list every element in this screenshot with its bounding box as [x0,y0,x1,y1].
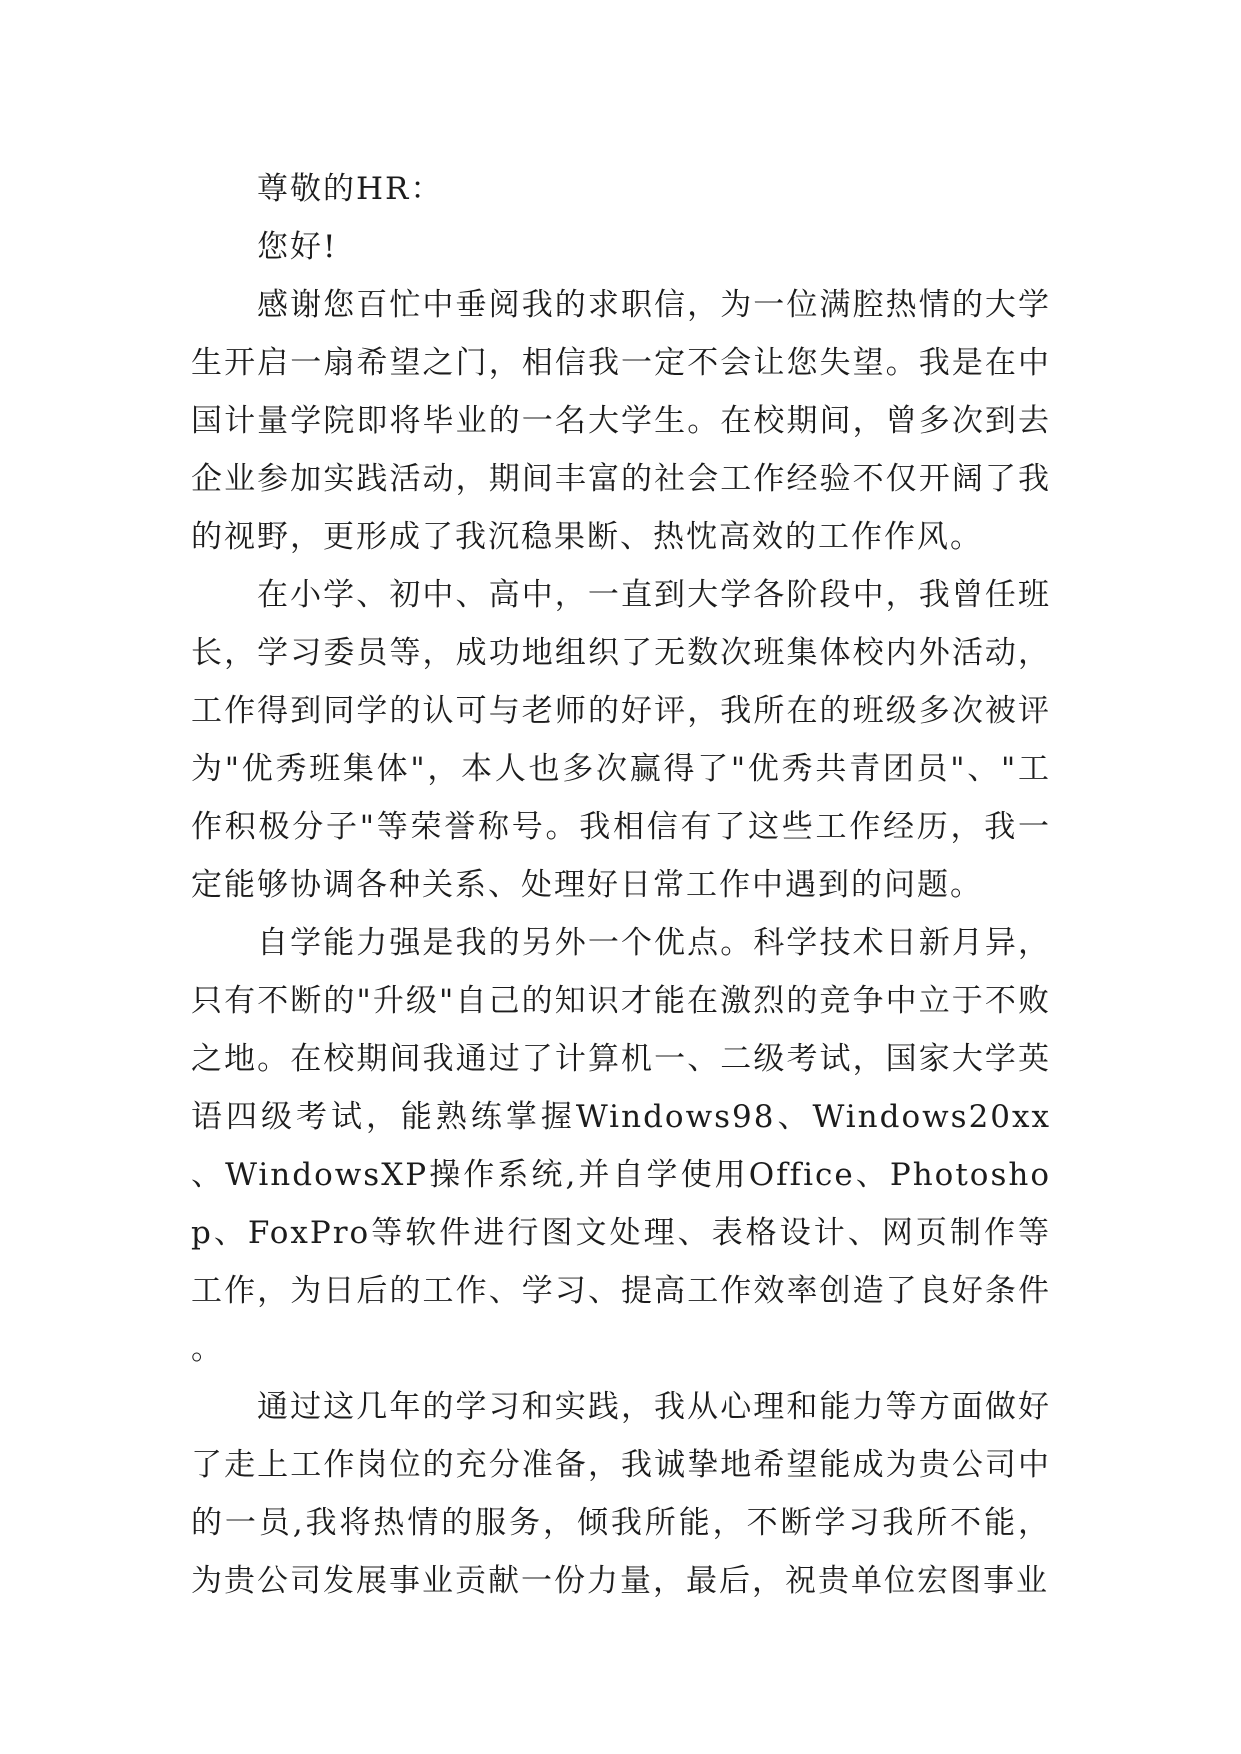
salutation: 尊敬的HR： [257,171,444,207]
greeting: 您好! [257,229,338,265]
paragraph-closing: 通过这几年的学习和实践，我从心理和能力等方面做好了走上工作岗位的充分准备，我诚挚地希望能成为贵公司中的一员,我将热情的服务，倾我所能，不断学习我所不能，为贵公司发展事业贡献一份力量，最后，祝贵单位宏图事业 [191,1389,1051,1599]
paragraph-experience: 在小学、初中、高中，一直到大学各阶段中，我曾任班长，学习委员等，成功地组织了无数次班集体校内外活动，工作得到同学的认可与老师的好评，我所在的班级多次被评为"优秀班集体"，本人也多次赢得了"优秀共青团员"、"工作积极分子"等荣誉称号。我相信有了这些工作经历，我一定能够协调各种关系、处理好日常工作中遇到的问题。 [191,577,1051,903]
paragraph-intro: 感谢您百忙中垂阅我的求职信，为一位满腔热情的大学生开启一扇希望之门，相信我一定不会让您失望。我是在中国计量学院即将毕业的一名大学生。在校期间，曾多次到去企业参加实践活动，期间丰富的社会工作经验不仅开阔了我的视野，更形成了我沉稳果断、热忱高效的工作作风。 [191,287,1051,555]
letter-body [191,160,1051,1610]
paragraph-skills: 自学能力强是我的另外一个优点。科学技术日新月异，只有不断的"升级"自己的知识才能在激烈的竞争中立于不败之地。在校期间我通过了计算机一、二级考试，国家大学英语四级考试，能熟练掌握Windows98、Windows20xx、WindowsXP操作系统,并自学使用Office、Photoshop、FoxPro等软件进行图文处理、表格设计、网页制作等工作，为日后的工作、学习、提高工作效率创造了良好条件。 [191,925,1051,1367]
